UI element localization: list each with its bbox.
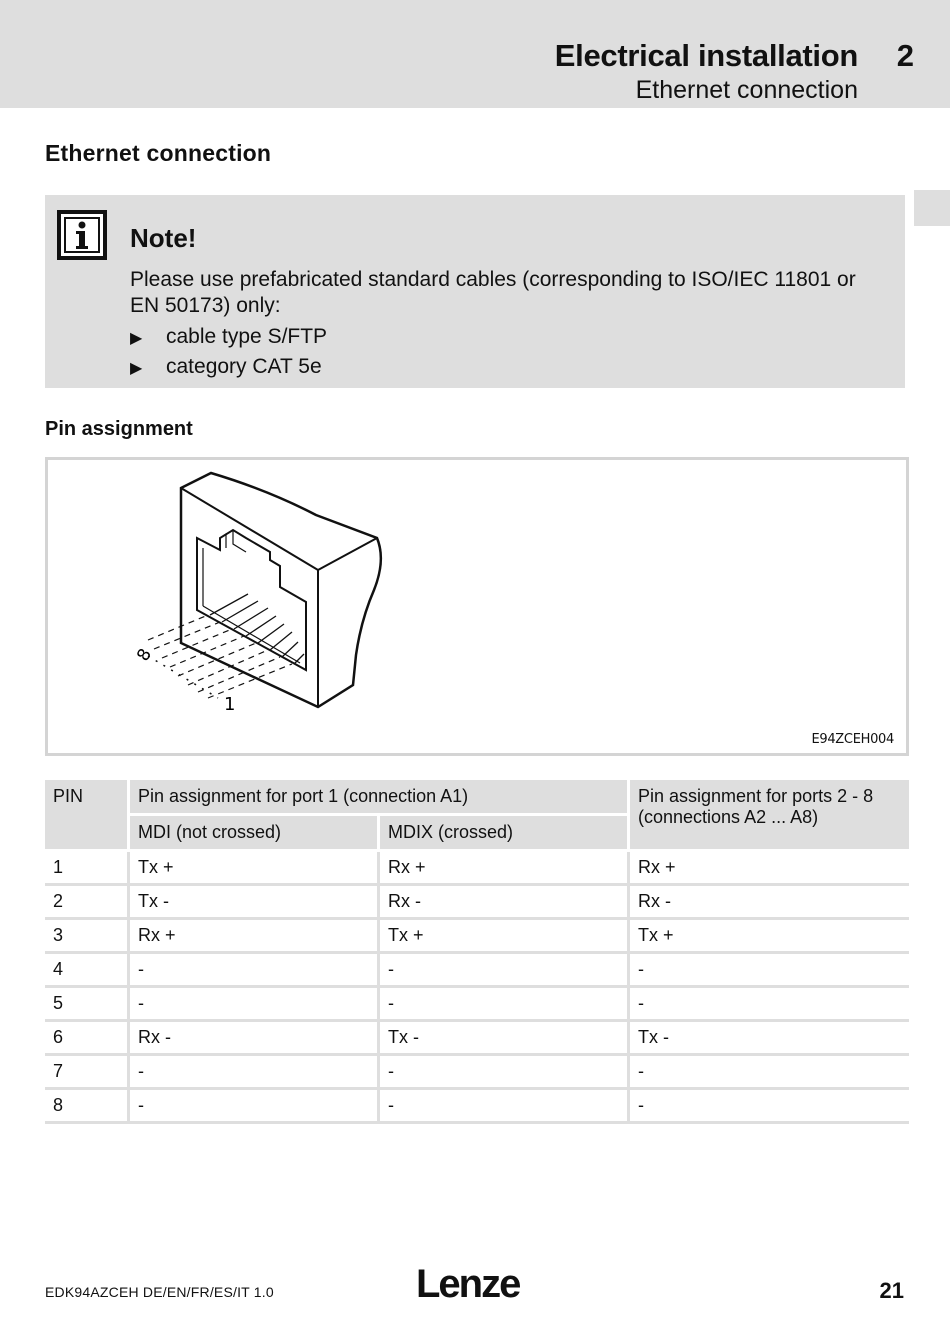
mdix-cell: - — [380, 954, 630, 988]
mdix-cell: - — [380, 1090, 630, 1124]
table-row — [45, 1022, 909, 1056]
note-text: Please use prefabricated standard cables (corresponding to ISO/IEC 11801 or EN 50173) only: — [130, 268, 856, 317]
section-title: Ethernet connection — [45, 140, 272, 166]
mdix-cell: - — [380, 1056, 630, 1090]
ports2-8-cell: - — [630, 954, 909, 988]
mdi-cell: - — [130, 1090, 380, 1124]
chapter-thumb-tab — [914, 190, 950, 226]
pin-assignment-title: Pin assignment — [45, 418, 193, 440]
mdi-cell: Rx - — [130, 1022, 380, 1056]
rj45-socket-drawing — [48, 460, 906, 753]
mdi-cell: Tx - — [130, 886, 380, 920]
header-mdi: MDI (not crossed) — [130, 816, 380, 852]
table-row — [45, 920, 909, 954]
ports2-8-cell: Tx - — [630, 1022, 909, 1056]
lenze-logo: Lenze — [416, 1262, 520, 1306]
ports2-8-cell: - — [630, 1056, 909, 1090]
pin-cell: 2 — [45, 886, 130, 920]
pin-cell: 1 — [45, 852, 130, 886]
mdix-cell: Tx + — [380, 920, 630, 954]
figure-id: E94ZCEH004 — [811, 732, 894, 747]
table-row — [45, 954, 909, 988]
header-port1: Pin assignment for port 1 (connection A1) — [130, 780, 630, 816]
chapter-title: Electrical installation — [554, 38, 858, 73]
mdi-cell: - — [130, 988, 380, 1022]
ports2-8-cell: Rx + — [630, 852, 909, 886]
rj45-socket-figure — [45, 457, 909, 756]
pin-cell: 6 — [45, 1022, 130, 1056]
pin8-label: 8 — [133, 645, 156, 665]
table-row — [45, 886, 909, 920]
mdix-cell: Tx - — [380, 1022, 630, 1056]
mdi-cell: - — [130, 1056, 380, 1090]
note-bullet — [130, 354, 322, 382]
pin1-label: 1 — [224, 694, 236, 715]
bullet-arrow-icon: ▶ — [130, 330, 143, 347]
table-row — [45, 988, 909, 1022]
note-box — [45, 195, 905, 388]
pin-assignment-table — [45, 780, 909, 1124]
chapter-number: 2 — [896, 38, 914, 73]
mdix-cell: Rx - — [380, 886, 630, 920]
header-mdix: MDIX (crossed) — [380, 816, 630, 852]
pin-cell: 5 — [45, 988, 130, 1022]
pin-cell: 7 — [45, 1056, 130, 1090]
ports2-8-cell: Rx - — [630, 886, 909, 920]
note-bullet-text: cable type S/FTP — [166, 325, 328, 348]
chapter-subtitle: Ethernet connection — [635, 76, 858, 104]
mdi-cell: - — [130, 954, 380, 988]
mdi-cell: Tx + — [130, 852, 380, 886]
page-number: 21 — [879, 1278, 904, 1303]
pin-cell: 3 — [45, 920, 130, 954]
ports2-8-cell: - — [630, 1090, 909, 1124]
info-icon — [57, 210, 107, 260]
document-id: EDK94AZCEH DE/EN/FR/ES/IT 1.0 — [45, 1284, 274, 1300]
bullet-arrow-icon: ▶ — [130, 360, 143, 377]
table-row — [45, 1090, 909, 1124]
header-ports2-8: Pin assignment for ports 2 - 8 (connections A2 ... A8) — [630, 780, 909, 852]
mdix-cell: - — [380, 988, 630, 1022]
note-bullet — [130, 324, 327, 352]
note-bullet-text: category CAT 5e — [166, 355, 322, 378]
mdix-cell: Rx + — [380, 852, 630, 886]
page-header — [0, 0, 950, 108]
pin-cell: 4 — [45, 954, 130, 988]
note-heading: Note! — [130, 223, 197, 253]
ports2-8-cell: - — [630, 988, 909, 1022]
header-pin: PIN — [45, 780, 130, 852]
ports2-8-cell: Tx + — [630, 920, 909, 954]
pin-cell: 8 — [45, 1090, 130, 1124]
table-row — [45, 852, 909, 886]
mdi-cell: Rx + — [130, 920, 380, 954]
table-row — [45, 1056, 909, 1090]
